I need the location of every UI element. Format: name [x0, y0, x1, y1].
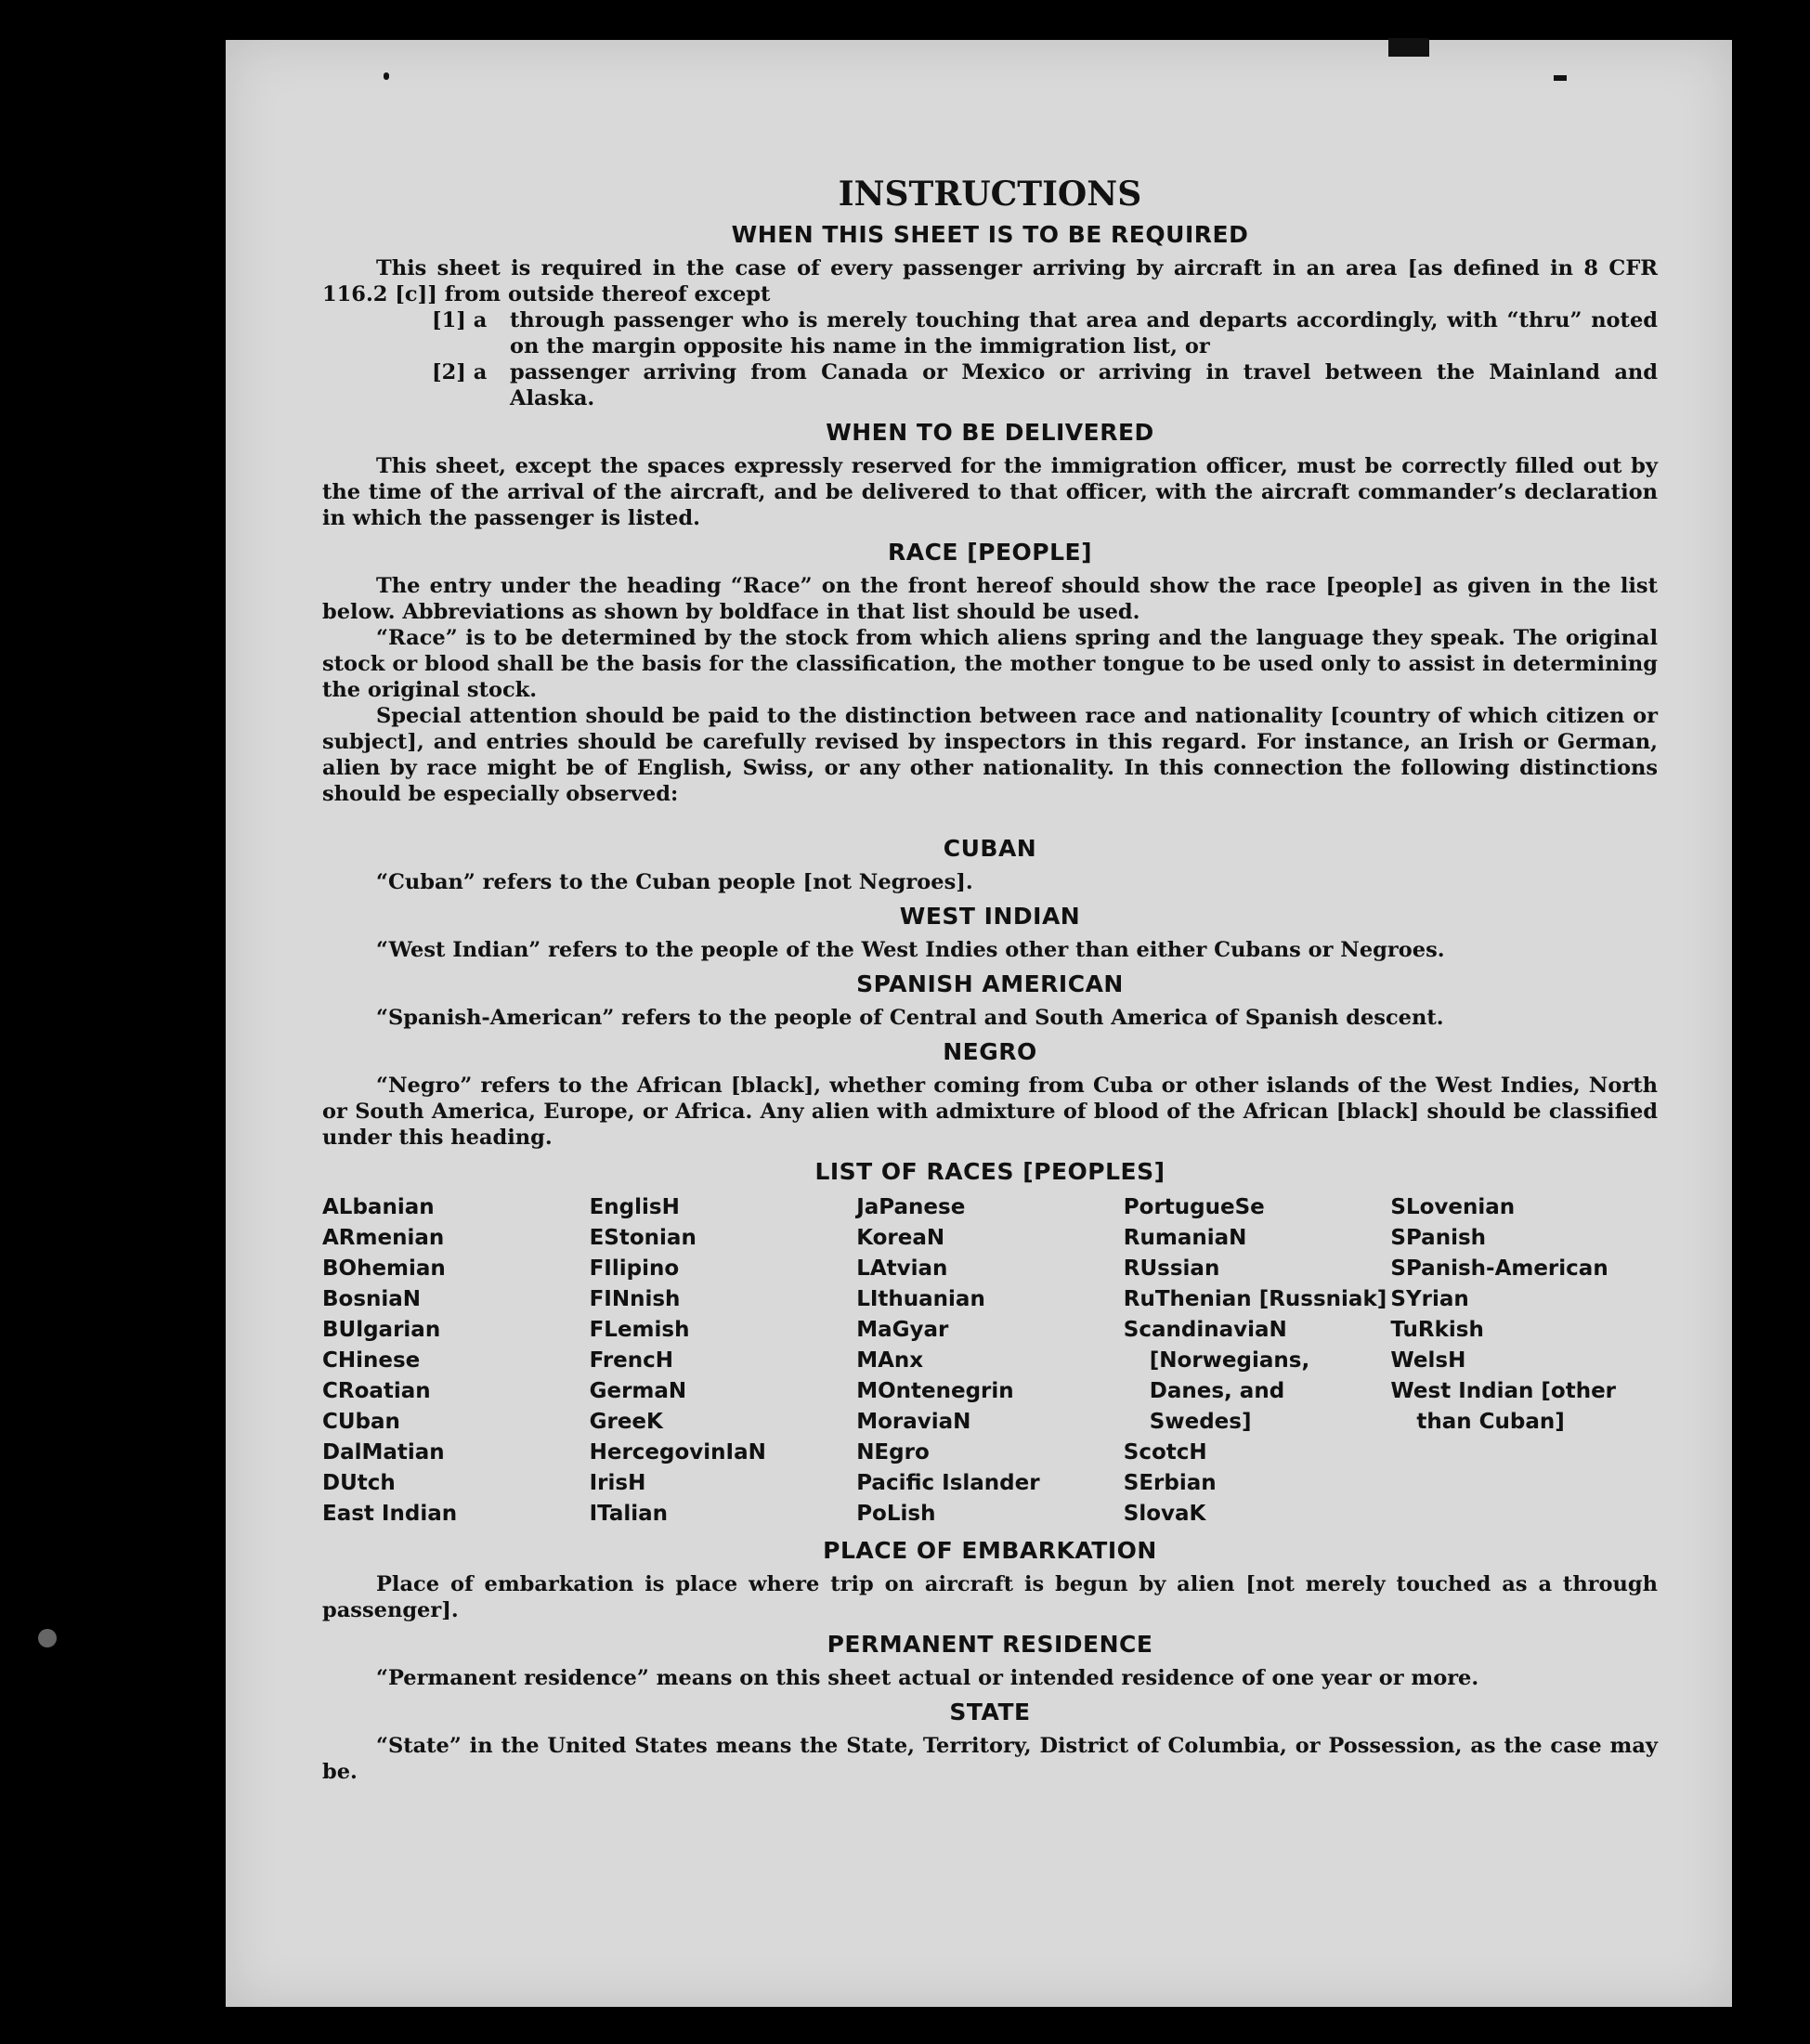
- race-entry: ITalian: [589, 1502, 669, 1526]
- race-entry: LIthuanian: [856, 1287, 985, 1311]
- race-paragraph: Special attention should be paid to the distinction between race and nationality [country of which citizen or subject], and entries should be carefully revised by inspectors in this regard. For instance, an Irish or German, alien by race might be of English, Swiss, or any other nationality. In this connection the following distinctions should be especially observed:: [322, 704, 1658, 806]
- race-entry: DUtch: [322, 1471, 396, 1495]
- section-heading-race: RACE [PEOPLE]: [887, 539, 1093, 566]
- race-column: [856, 1192, 1124, 1530]
- state-text: “State” in the United States means the State, Territory, District of Columbia, or Possession, as the case may be.: [322, 1734, 1658, 1784]
- race-entry: RumaniaN: [1123, 1226, 1247, 1250]
- scan-speck: [1388, 38, 1429, 57]
- race-entry: PortugueSe: [1123, 1195, 1265, 1219]
- race-entry: BOhemian: [322, 1256, 446, 1281]
- section-heading-west-indian: WEST INDIAN: [899, 903, 1081, 930]
- race-paragraph: The entry under the heading “Race” on the front hereof should show the race [people] as given in the list below. Abbreviations as shown by boldface in that list should be used.: [322, 574, 1658, 624]
- residence-text: “Permanent residence” means on this sheet actual or intended residence of one year or more.: [376, 1666, 1479, 1690]
- race-entry: Pacific Islander: [856, 1471, 1040, 1495]
- race-entry: EnglisH: [589, 1195, 680, 1219]
- section-heading-negro: NEGRO: [943, 1038, 1037, 1065]
- exception-item: [432, 307, 1658, 359]
- race-entry: FLemish: [589, 1318, 690, 1342]
- race-entry: SPanish: [1390, 1226, 1487, 1250]
- race-entry: East Indian: [322, 1502, 458, 1526]
- race-entry: SLovenian: [1390, 1195, 1516, 1219]
- exception-text: passenger arriving from Canada or Mexico or arriving in travel between the Mainland and Alaska.: [510, 360, 1658, 410]
- race-entry: CHinese: [322, 1348, 421, 1373]
- race-column: [322, 1192, 590, 1530]
- race-entry: ARmenian: [322, 1226, 445, 1250]
- section-heading-required: WHEN THIS SHEET IS TO BE REQUIRED: [731, 221, 1249, 248]
- race-entry: CUban: [322, 1410, 400, 1434]
- race-entry: HercegovinIaN: [589, 1440, 766, 1465]
- race-entry: BUlgarian: [322, 1318, 441, 1342]
- section-heading-embarkation: PLACE OF EMBARKATION: [823, 1537, 1157, 1564]
- race-entry: IrisH: [589, 1471, 646, 1495]
- section-heading-delivered: WHEN TO BE DELIVERED: [826, 419, 1154, 446]
- embarkation-text: Place of embarkation is place where trip on aircraft is begun by alien [not merely touched as a through passenger].: [322, 1572, 1658, 1622]
- cuban-text: “Cuban” refers to the Cuban people [not Negroes].: [376, 870, 973, 894]
- race-entry: BosniaN: [322, 1287, 422, 1311]
- race-entry: MaGyar: [856, 1318, 949, 1342]
- race-entry: JaPanese: [856, 1195, 966, 1219]
- required-intro: This sheet is required in the case of every passenger arriving by aircraft in an area [as defined in 8 CFR 116.2 [c]] from outside thereof except: [322, 256, 1658, 306]
- spanish-american-text: “Spanish-American” refers to the people of Central and South America of Spanish descent.: [376, 1006, 1444, 1030]
- race-paragraph: “Race” is to be determined by the stock from which aliens spring and the language they speak. The original stock or blood shall be the basis for the classification, the mother tongue to be used only to assist in determining the original stock.: [322, 626, 1658, 702]
- document-content: [322, 137, 1658, 1785]
- race-entry: WelsH: [1390, 1348, 1466, 1373]
- race-column: [1390, 1192, 1658, 1530]
- race-entry: SYrian: [1390, 1287, 1469, 1311]
- race-column: [1124, 1192, 1391, 1530]
- race-entry: MOntenegrin: [856, 1379, 1014, 1403]
- race-entry: MoraviaN: [856, 1410, 971, 1434]
- race-entry: EStonian: [589, 1226, 697, 1250]
- exception-item: [432, 359, 1658, 411]
- exception-mark: [1] a: [432, 308, 488, 332]
- race-entry: TuRkish: [1390, 1318, 1484, 1342]
- west-indian-text: “West Indian” refers to the people of the West Indies other than either Cubans or Negroes.: [376, 938, 1445, 962]
- race-entry: FIlipino: [589, 1256, 680, 1281]
- race-entry: MAnx: [856, 1348, 924, 1373]
- race-column: [590, 1192, 857, 1530]
- race-entry: SlovaK: [1123, 1502, 1206, 1526]
- race-entry: NEgro: [856, 1440, 930, 1465]
- race-list: [322, 1192, 1658, 1530]
- section-heading-residence: PERMANENT RESIDENCE: [827, 1631, 1153, 1658]
- race-entry: PoLish: [856, 1502, 936, 1526]
- race-entry: KoreaN: [856, 1226, 945, 1250]
- exception-mark: [2] a: [432, 360, 488, 384]
- scan-speck: [1554, 75, 1567, 81]
- race-entry: RUssian: [1123, 1256, 1220, 1281]
- race-entry: SPanish-American: [1390, 1256, 1608, 1281]
- race-entry: ScotcH: [1123, 1440, 1207, 1465]
- section-heading-cuban: CUBAN: [943, 835, 1037, 862]
- exception-text: through passenger who is merely touching that area and departs accordingly, with “thru” noted on the margin opposite his name in the immigration list, or: [510, 308, 1658, 358]
- race-entry: FINnish: [589, 1287, 681, 1311]
- race-entry: CRoatian: [322, 1379, 431, 1403]
- section-heading-state: STATE: [949, 1699, 1031, 1725]
- race-entry: FrencH: [589, 1348, 674, 1373]
- race-entry: SErbian: [1123, 1471, 1217, 1495]
- scan-hole: [38, 1629, 57, 1647]
- section-heading-spanish-american: SPANISH AMERICAN: [856, 970, 1124, 997]
- scan-speck: [384, 72, 389, 80]
- race-entry: RuThenian [Russniak]: [1123, 1287, 1387, 1311]
- race-entry: ScandinaviaN [Norwegians, Danes, and Swedes]: [1123, 1318, 1310, 1434]
- section-heading-list-of-races: LIST OF RACES [PEOPLES]: [814, 1158, 1165, 1185]
- race-entry: GreeK: [589, 1410, 663, 1434]
- race-entry: West Indian [other than Cuban]: [1390, 1379, 1617, 1434]
- delivered-text: This sheet, except the spaces expressly reserved for the immigration officer, must be correctly filled out by the time of the arrival of the aircraft, and be delivered to that officer, with the aircraft commander’s declaration in which the passenger is listed.: [322, 454, 1658, 530]
- race-entry: LAtvian: [856, 1256, 948, 1281]
- document-sheet: [226, 40, 1732, 2007]
- page-title: INSTRUCTIONS: [838, 175, 1142, 214]
- negro-text: “Negro” refers to the African [black], whether coming from Cuba or other islands of the West Indies, North or South America, Europe, or Africa. Any alien with admixture of blood of the African [black] should be classified under this heading.: [322, 1074, 1658, 1150]
- race-entry: ALbanian: [322, 1195, 435, 1219]
- race-entry: DalMatian: [322, 1440, 445, 1465]
- race-entry: GermaN: [589, 1379, 687, 1403]
